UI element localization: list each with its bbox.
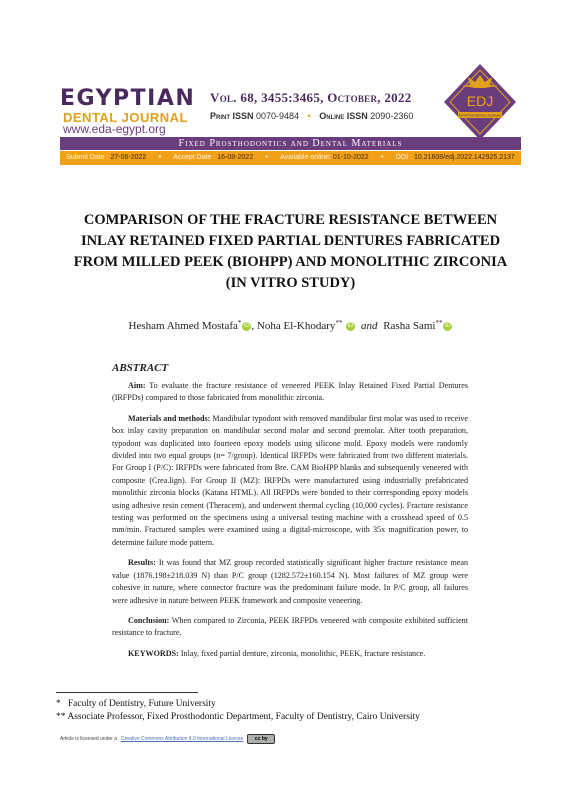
- bullet-separator: •: [380, 154, 384, 161]
- issn-line: [210, 111, 413, 121]
- footnote-divider: [56, 692, 198, 693]
- orcid-icon[interactable]: iD: [347, 323, 354, 329]
- author-conjunction: and: [360, 320, 378, 332]
- abstract-heading: ABSTRACT: [112, 362, 169, 374]
- bullet-separator: •: [158, 154, 162, 161]
- license-link[interactable]: Creative Commons Attribution 4.0 International License: [120, 736, 244, 742]
- volume-line: Vol. 68, 3455:3465, October, 2022: [210, 90, 412, 105]
- footnote-2: ** Associate Professor, Fixed Prosthodontic Department, Faculty of Dentistry, Cairo University: [56, 712, 420, 722]
- abstract-methods: Materials and methods: Mandibular typodont with removed mandibular first molar was used to receive box inlay cavity preparation on mandibular second molar and second premolar. After tooth preparation, typodont was duplicated into fourteen epoxy models using silicone mold. Epoxy models were randomly divided into two equal groups (n= 7/group). Identical IRFPDs were fabricated from two different materials. For Group I (P/C): IRFPDs were fabricated from Bre. CAM BioHPP blanks and subsequently veneered with composite (Crea.lign). For Group II (MZ): IRFPDs were manufactured using industrially prefabricated monolithic zirconia blocks (Katana HTML). All IRFPDs were bonded to their corresponding epoxy models using adhesive resin cement (Theracem), and underwent thermal cycling (10,000 cycles). Fracture resistance testing was performed on the specimens using a universal testing machine with a crosshead speed of 0.5 mm/min. Fractured samples were examined using a digital-microscope, with 35x magnification power, to determine failure mode pattern.: [112, 413, 469, 547]
- section-band: Fixed Prosthodontics and Dental Materials: [60, 137, 521, 150]
- journal-website-link[interactable]: www.eda-egypt.org: [63, 122, 166, 136]
- online-issn-label: Online ISSN: [319, 111, 368, 121]
- logo-text: EDJ: [466, 93, 494, 109]
- author-line: Hesham Ahmed Mostafa* iD , Noha El-Khodary** iD and Rasha Sami** iD: [128, 319, 451, 332]
- author-3-mark: **: [435, 319, 443, 327]
- orcid-icon[interactable]: iD: [445, 323, 451, 329]
- abstract-keywords: KEYWORDS: Inlay, fixed partial denture, zirconia, monolithic, PEEK, fracture resistance.: [128, 648, 426, 658]
- accept-date: Accept Date : 16-08-2022: [173, 154, 254, 161]
- journal-title: EGYPTIAN: [60, 86, 196, 111]
- doi[interactable]: DOI : 10.21608/edj.2022.142925.2137: [395, 154, 515, 161]
- bullet-separator: •: [307, 111, 311, 121]
- author-1-mark: *: [237, 319, 242, 327]
- submit-date: Submit Date : 27-06-2022: [66, 154, 147, 161]
- abstract-aim: Aim: To evaluate the fracture resistance of veneered PEEK Inlay Retained Fixed Partial Dentures (IRFPDs) compared to those fabricated from monolithic zirconia.: [112, 381, 468, 403]
- author-2-mark: **: [335, 319, 343, 327]
- journal-subtitle: DENTAL JOURNAL: [63, 110, 188, 125]
- online-issn: 2090-2360: [370, 111, 414, 121]
- article-title: COMPARISON OF THE FRACTURE RESISTANCE BETWEEN INLAY RETAINED FIXED PARTIAL DENTURES FABRICATED FROM MILLED PEEK (BIOHPP) AND MONOLITHIC ZIRCONIA (IN VITRO STUDY): [73, 212, 508, 291]
- abstract-body: [112, 380, 468, 668]
- author-1: Hesham Ahmed Mostafa: [128, 320, 238, 332]
- print-issn-label: Print ISSN: [210, 111, 254, 121]
- license-prefix: Article is licensed under a: [60, 736, 117, 742]
- print-issn: 0070-9484: [256, 111, 300, 121]
- online-date: Available online: 01-10-2022: [280, 154, 369, 161]
- author-2: Noha El-Khodary: [256, 320, 336, 332]
- logo-ribbon: EGYPTIAN DENTAL JOURNAL: [458, 113, 502, 118]
- orcid-icon[interactable]: iD: [244, 323, 250, 329]
- author-3: Rasha Sami: [383, 320, 436, 332]
- cc-by-icon[interactable]: cc by: [247, 734, 275, 744]
- abstract-results: Results: It was found that MZ group recorded statistically significant higher fracture resistance mean value (1876.198±218.039 N) than P/C group (1282.572±160.154 N). Most failures of MZ group were cohesive in nature, where connector fracture was the predominant failure mode. In P/C group, all failures were adhesive in nature between PEEK framework and composite veneering.: [112, 558, 468, 605]
- dates-band: [60, 151, 521, 165]
- license-line: [60, 734, 275, 744]
- edj-logo: [440, 62, 520, 142]
- bullet-separator: •: [265, 154, 268, 161]
- footnote-1: * Faculty of Dentistry, Future University: [56, 699, 216, 709]
- footnotes: [56, 698, 420, 724]
- abstract-conclusion: Conclusion: When compared to Zirconia, PEEK IRFPDs veneered with composite exhibited sufficient resistance to fracture.: [112, 615, 468, 638]
